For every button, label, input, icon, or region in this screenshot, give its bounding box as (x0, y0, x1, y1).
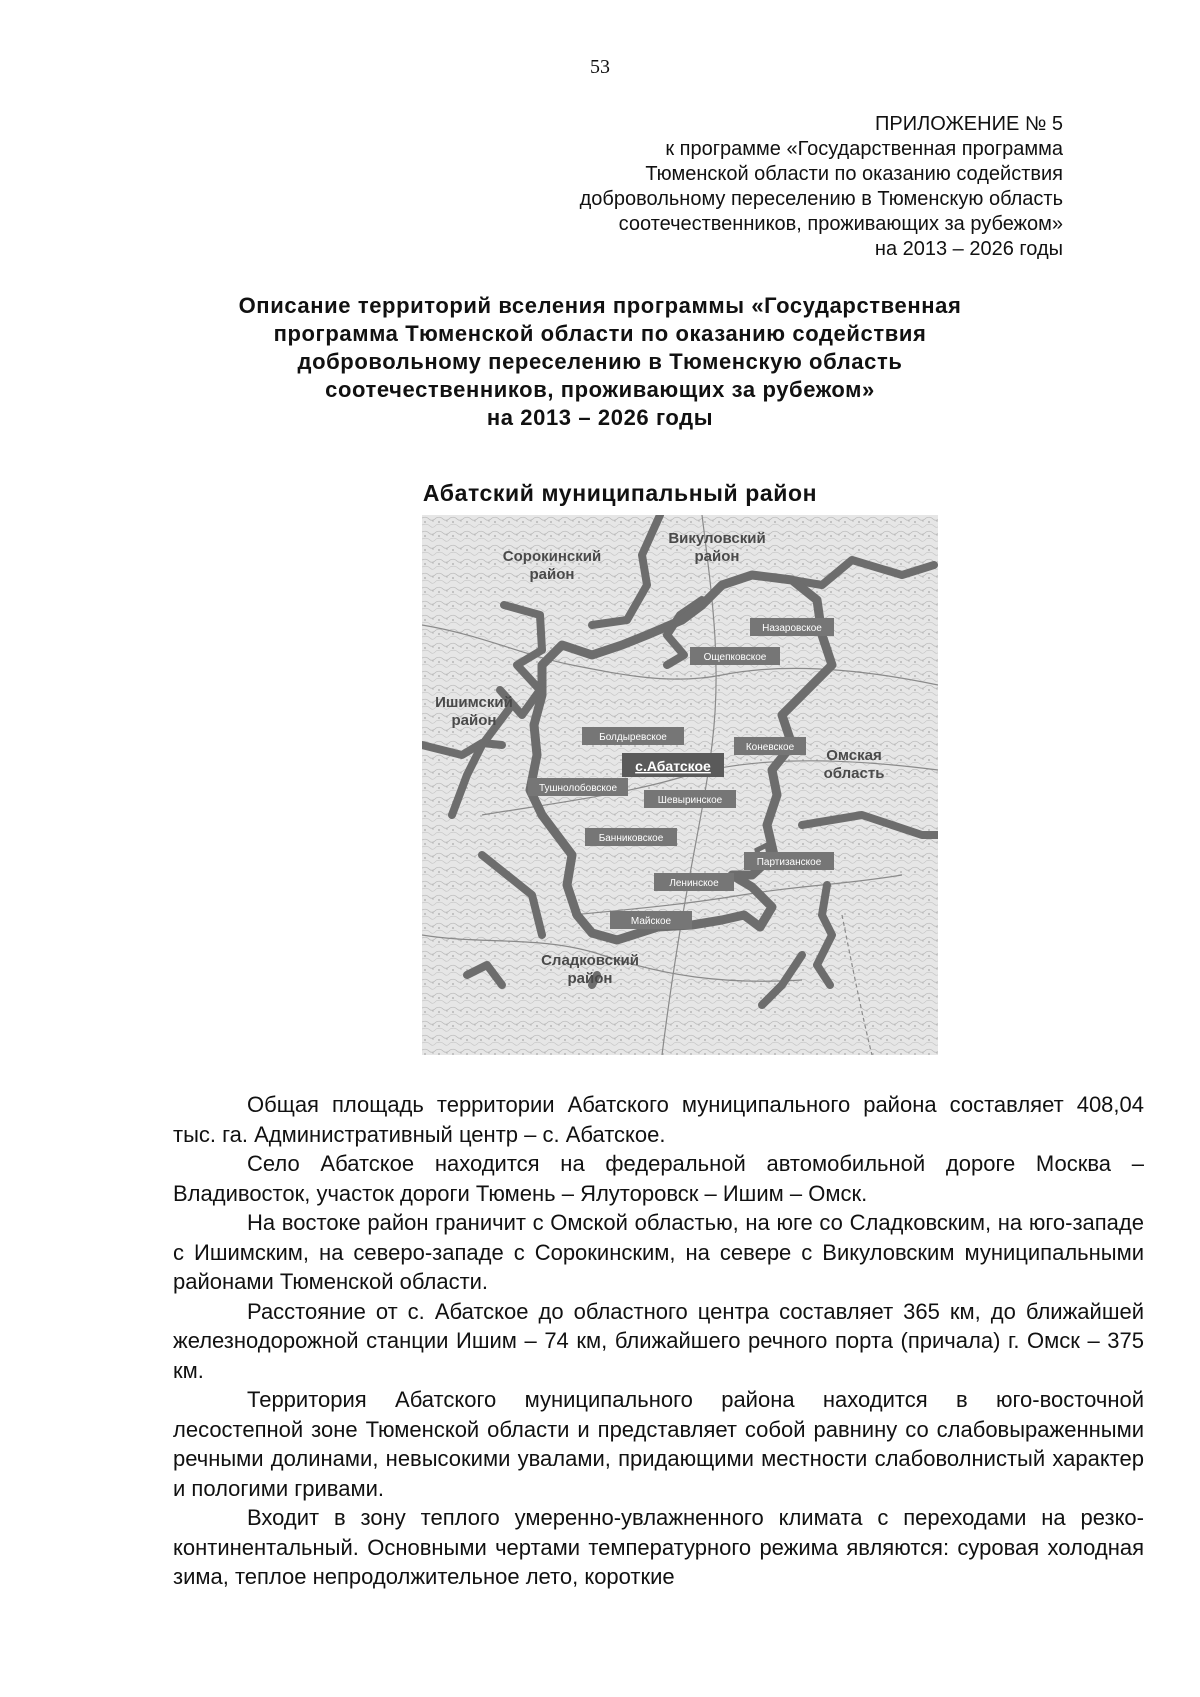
title-line: соотечественников, проживающих за рубежом» (325, 377, 875, 402)
paragraph: На востоке район граничит с Омской областью, на юге со Сладковским, на юго-западе с Ишимским, на северо-западе с Сорокинским, на севере с Викуловским муниципальными районами Тюменской области. (173, 1210, 1144, 1294)
settlement-label: Коневское (745, 742, 795, 753)
paragraph: Село Абатское находится на федеральной автомобильной дороге Москва – Владивосток, участок дороги Тюмень – Ялуторовск – Ишим – Омск. (173, 1151, 1144, 1206)
appendix-line: ПРИЛОЖЕНИЕ № 5 (875, 113, 1063, 135)
settlement-label: Тушнолобовское (538, 783, 618, 794)
region-label-sladkovsky: Сладковский (541, 952, 639, 969)
settlement-label-center: с.Абатское (635, 758, 711, 774)
appendix-line: на 2013 – 2026 годы (874, 238, 1063, 260)
title-line: Описание территорий вселения программы «Государственная (238, 293, 962, 318)
appendix-line: добровольному переселению в Тюменскую область (579, 188, 1063, 210)
settlement-label: Майское (630, 916, 672, 927)
title-line: на 2013 – 2026 годы (486, 405, 714, 430)
region-label-omsk: Омская (826, 747, 882, 764)
district-map (422, 515, 938, 1055)
paragraph: Территория Абатского муниципального района находится в юго-восточной лесостепной зоне Тюменской области и представляет собой равнину со слабовыраженными речными долинами, невысокими увалами, придающими местности слабоволнистый характер и пологими гривами. (173, 1387, 1144, 1501)
region-label-sladkovsky-suffix: район (567, 970, 613, 987)
body-text (173, 1090, 1144, 1592)
settlement-label: Партизанское (756, 857, 822, 868)
region-label-vikulovsky-suffix: район (694, 548, 740, 565)
document-title (0, 292, 1200, 432)
region-label-omsk-suffix: область (823, 765, 885, 782)
appendix-line: Тюменской области по оказанию содействия (645, 163, 1063, 185)
settlement-label: Назаровское (762, 623, 822, 634)
region-label-vikulovsky: Викуловский (668, 530, 766, 547)
region-label-sorokinsky-suffix: район (529, 566, 575, 583)
settlement-label: Ленинское (669, 878, 719, 889)
settlement-label: Банниковское (598, 833, 664, 844)
appendix-line: к программе «Государственная программа (665, 138, 1063, 160)
section-title: Абатский муниципальный район (422, 480, 818, 506)
title-line: программа Тюменской области по оказанию содействия (273, 321, 927, 346)
paragraph: Расстояние от с. Абатское до областного центра составляет 365 км, до ближайшей железнодорожной станции Ишим – 74 км, ближайшего речного порта (причала) г. Омск – 375 км. (173, 1298, 1144, 1383)
title-line: добровольному переселению в Тюменскую область (297, 349, 903, 374)
region-label-ishimsky-suffix: район (451, 712, 497, 729)
map-background (422, 515, 938, 1055)
region-label-sorokinsky: Сорокинский (502, 548, 602, 565)
settlement-label: Ощепковское (703, 652, 767, 663)
region-label-ishimsky: Ишимский (435, 694, 513, 711)
paragraph: Входит в зону теплого умеренно-увлажненного климата с переходами на резко-континентальный. Основными чертами температурного режима являются: суровая холодная зима, теплое непродолжительное лето, короткие (173, 1505, 1144, 1589)
page-number: 53 (590, 56, 610, 78)
paragraph: Общая площадь территории Абатского муниципального района составляет 408,04 тыс. га. Административный центр – с. Абатское. (173, 1092, 1144, 1147)
settlement-label: Шевыринское (657, 795, 723, 806)
appendix-header (580, 112, 1063, 262)
settlement-label: Болдыревское (599, 732, 667, 743)
appendix-line: соотечественников, проживающих за рубежом» (618, 213, 1063, 235)
